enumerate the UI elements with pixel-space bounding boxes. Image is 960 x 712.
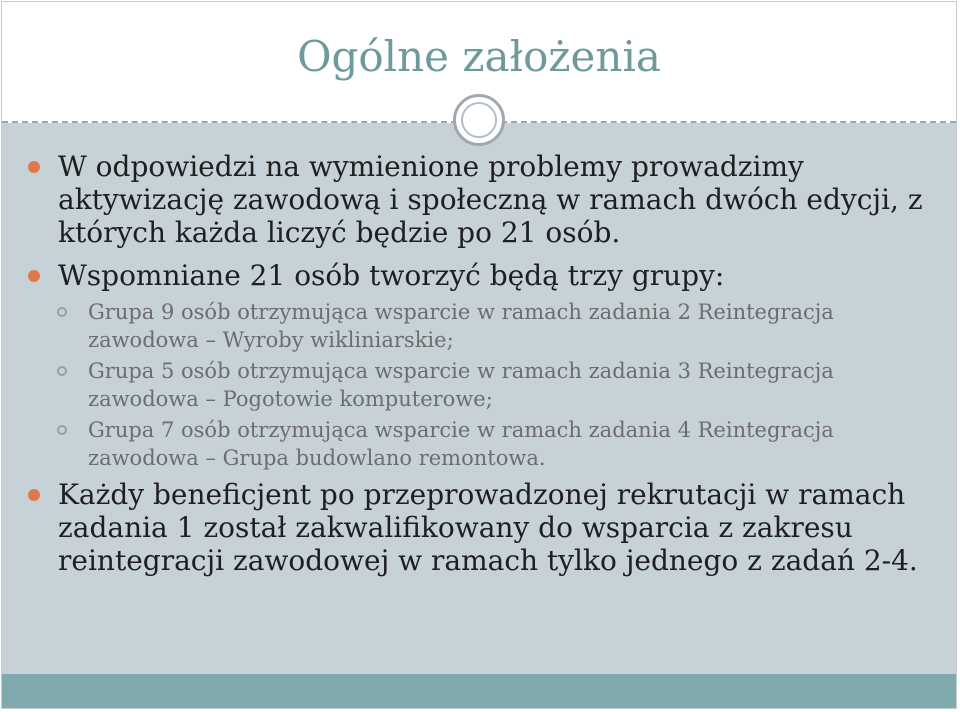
bullet-dot-icon: [28, 489, 40, 501]
subbullet-ring-icon: [57, 425, 67, 435]
subbullet-ring-icon: [57, 307, 67, 317]
bullet-text: W odpowiedzi na wymienione problemy prowadzimy aktywizację zawodową i społeczną w ramach dwóch edycji, z których każda liczyć będzie po 21 osób.: [58, 150, 923, 249]
subbullet-ring-icon: [57, 366, 67, 376]
bullet-text: Każdy beneficjent po przeprowadzonej rekrutacji w ramach zadania 1 został zakwalifikowany do wsparcia z zakresu reintegracji zawodowej w ramach tylko jednego z zadań 2-4.: [58, 478, 918, 577]
subitem-text: Grupa 7 osób otrzymująca wsparcie w ramach zadania 4 Reintegracja zawodowa – Grupa budowlano remontowa.: [88, 418, 834, 470]
subitem-text: Grupa 9 osób otrzymująca wsparcie w ramach zadania 2 Reintegracja zawodowa – Wyroby wikliniarskie;: [88, 300, 834, 352]
slide-title: Ogólne założenia: [297, 32, 661, 81]
bullet-dot-icon: [28, 161, 40, 173]
bullet-text: Wspomniane 21 osób tworzyć będą trzy grupy:: [58, 259, 725, 292]
subitem-text: Grupa 5 osób otrzymująca wsparcie w ramach zadania 3 Reintegracja zawodowa – Pogotowie komputerowe;: [88, 359, 834, 411]
slide-frame: [1, 1, 957, 709]
bullet-dot-icon: [28, 270, 40, 282]
